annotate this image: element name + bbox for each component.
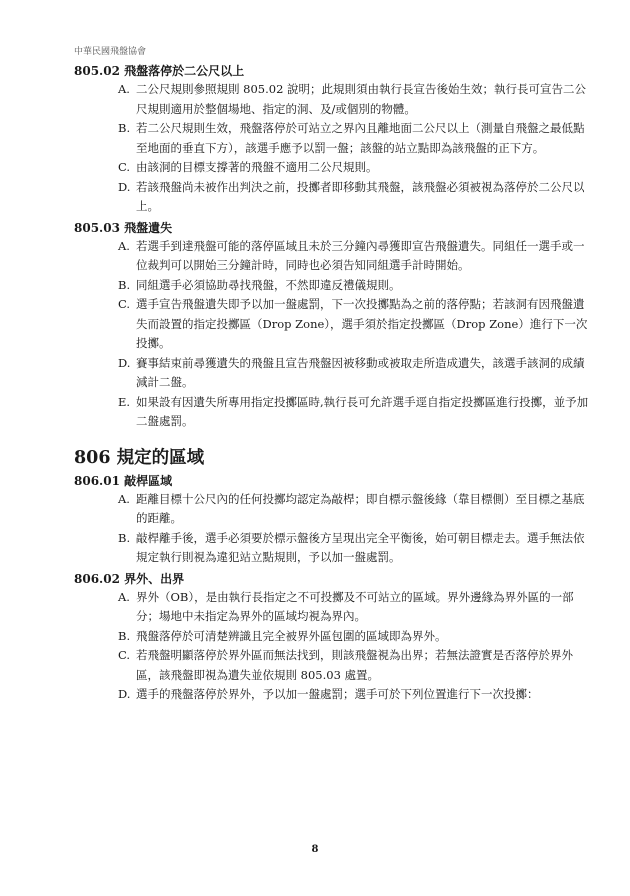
item-mark: D. [118,687,131,701]
list-item [74,119,594,158]
item-text: 選手宣告飛盤遺失即予以加一盤處罰，下一次投擲點為之前的落停點；若該洞有因飛盤遺失而設置的指定投擲區（Drop Zone），選手須於指定投擲區（Drop Zone）進行下一次投擲。 [136,297,588,350]
list-item [74,627,594,647]
list-item [74,490,594,529]
item-mark: A. [118,589,130,604]
content [74,60,594,705]
list-item [74,178,594,217]
item-mark: A. [118,82,130,96]
item-text: 選手的飛盤落停於界外，予以加一盤處罰；選手可於下列位置進行下一次投擲： [136,687,539,701]
item-text: 二公尺規則參照規則 805.02 說明；此規則須由執行長宣告後始生效；執行長可宣告二公尺規則適用於整個場地、指定的洞、及/或個別的物體。 [136,82,587,116]
item-text: 若該飛盤尚未被作出判決之前，投擲者即移動其飛盤，該飛盤必須被視為落停於二公尺以上。 [136,179,585,213]
header-org: 中華民國飛盤協會 [74,47,147,57]
item-mark: D. [118,179,131,194]
item-mark: A. [118,491,130,506]
item-mark: B. [118,121,131,135]
list-item [74,276,594,296]
item-text: 由該洞的目標支撐著的飛盤不適用二公尺規則。 [136,160,378,174]
list-item [74,529,594,568]
list-item [74,646,594,685]
list-item [74,158,594,178]
list-item [74,80,594,119]
item-text: 賽事結束前尋獲遺失的飛盤且宣告飛盤因被移動或被取走所造成遺失，該選手該洞的成績減計二盤。 [136,355,585,389]
item-mark: B. [118,277,131,292]
item-text: 若二公尺規則生效，飛盤落停於可站立之界內且離地面二公尺以上（測量自飛盤之最低點至地面的垂直下方），該選手應予以罰一盤；該盤的站立點即為該飛盤的正下方。 [136,121,585,155]
item-text: 若飛盤明顯落停於界外區而無法找到，則該飛盤視為出界；若無法證實是否落停於界外區，該飛盤即視為遺失並依規則 805.03 處置。 [136,648,573,682]
list-item [74,354,594,393]
item-text: 若選手到達飛盤可能的落停區域且未於三分鐘內尋獲即宣告飛盤遺失。同組任一選手或一位裁判可以開始三分鐘計時，同時也必須告知同組選手計時開始。 [136,238,585,272]
item-mark: E. [118,394,131,409]
section-title: 805.03 飛盤遺失 [74,220,173,235]
section-title: 805.02 飛盤落停於二公尺以上 [74,64,245,78]
item-mark: C. [118,648,131,662]
item-mark: A. [118,238,130,253]
item-text: 敲桿離手後，選手必須要於標示盤後方呈現出完全平衡後，始可朝目標走去。選手無法依規定執行則視為違犯站立點規則，予以加一盤處罰。 [136,530,585,564]
item-mark: B. [118,628,131,643]
list-item [74,237,594,276]
page-number: 8 [311,844,319,855]
list-item [74,685,594,705]
item-mark: C. [118,297,131,311]
list-item [74,295,594,354]
section-title: 806.01 敲桿區域 [74,473,173,488]
item-text: 飛盤落停於可清楚辨識且完全被界外區包圍的區域即為界外。 [136,628,447,643]
list-item [74,588,594,627]
list-item [74,393,594,432]
section-title: 806.02 界外、出界 [74,571,185,586]
item-text: 界外（OB），是由執行長指定之不可投擲及不可站立的區域。界外邊緣為界外區的一部分；場地中未指定為界外的區域均視為界內。 [136,589,574,623]
chapter-title: 806 規定的區域 [74,447,205,468]
item-mark: B. [118,530,131,545]
item-mark: C. [118,160,131,174]
item-text: 同組選手必須協助尋找飛盤，不然即違反禮儀規則。 [136,277,401,292]
item-text: 距離目標十公尺內的任何投擲均認定為敲桿；即自標示盤後緣（靠目標側）至目標之基底的距離。 [136,491,585,525]
item-text: 如果設有因遺失所專用指定投擲區時,執行長可允許選手逕自指定投擲區進行投擲，並予加二盤處罰。 [136,394,589,428]
item-mark: D. [118,355,131,370]
